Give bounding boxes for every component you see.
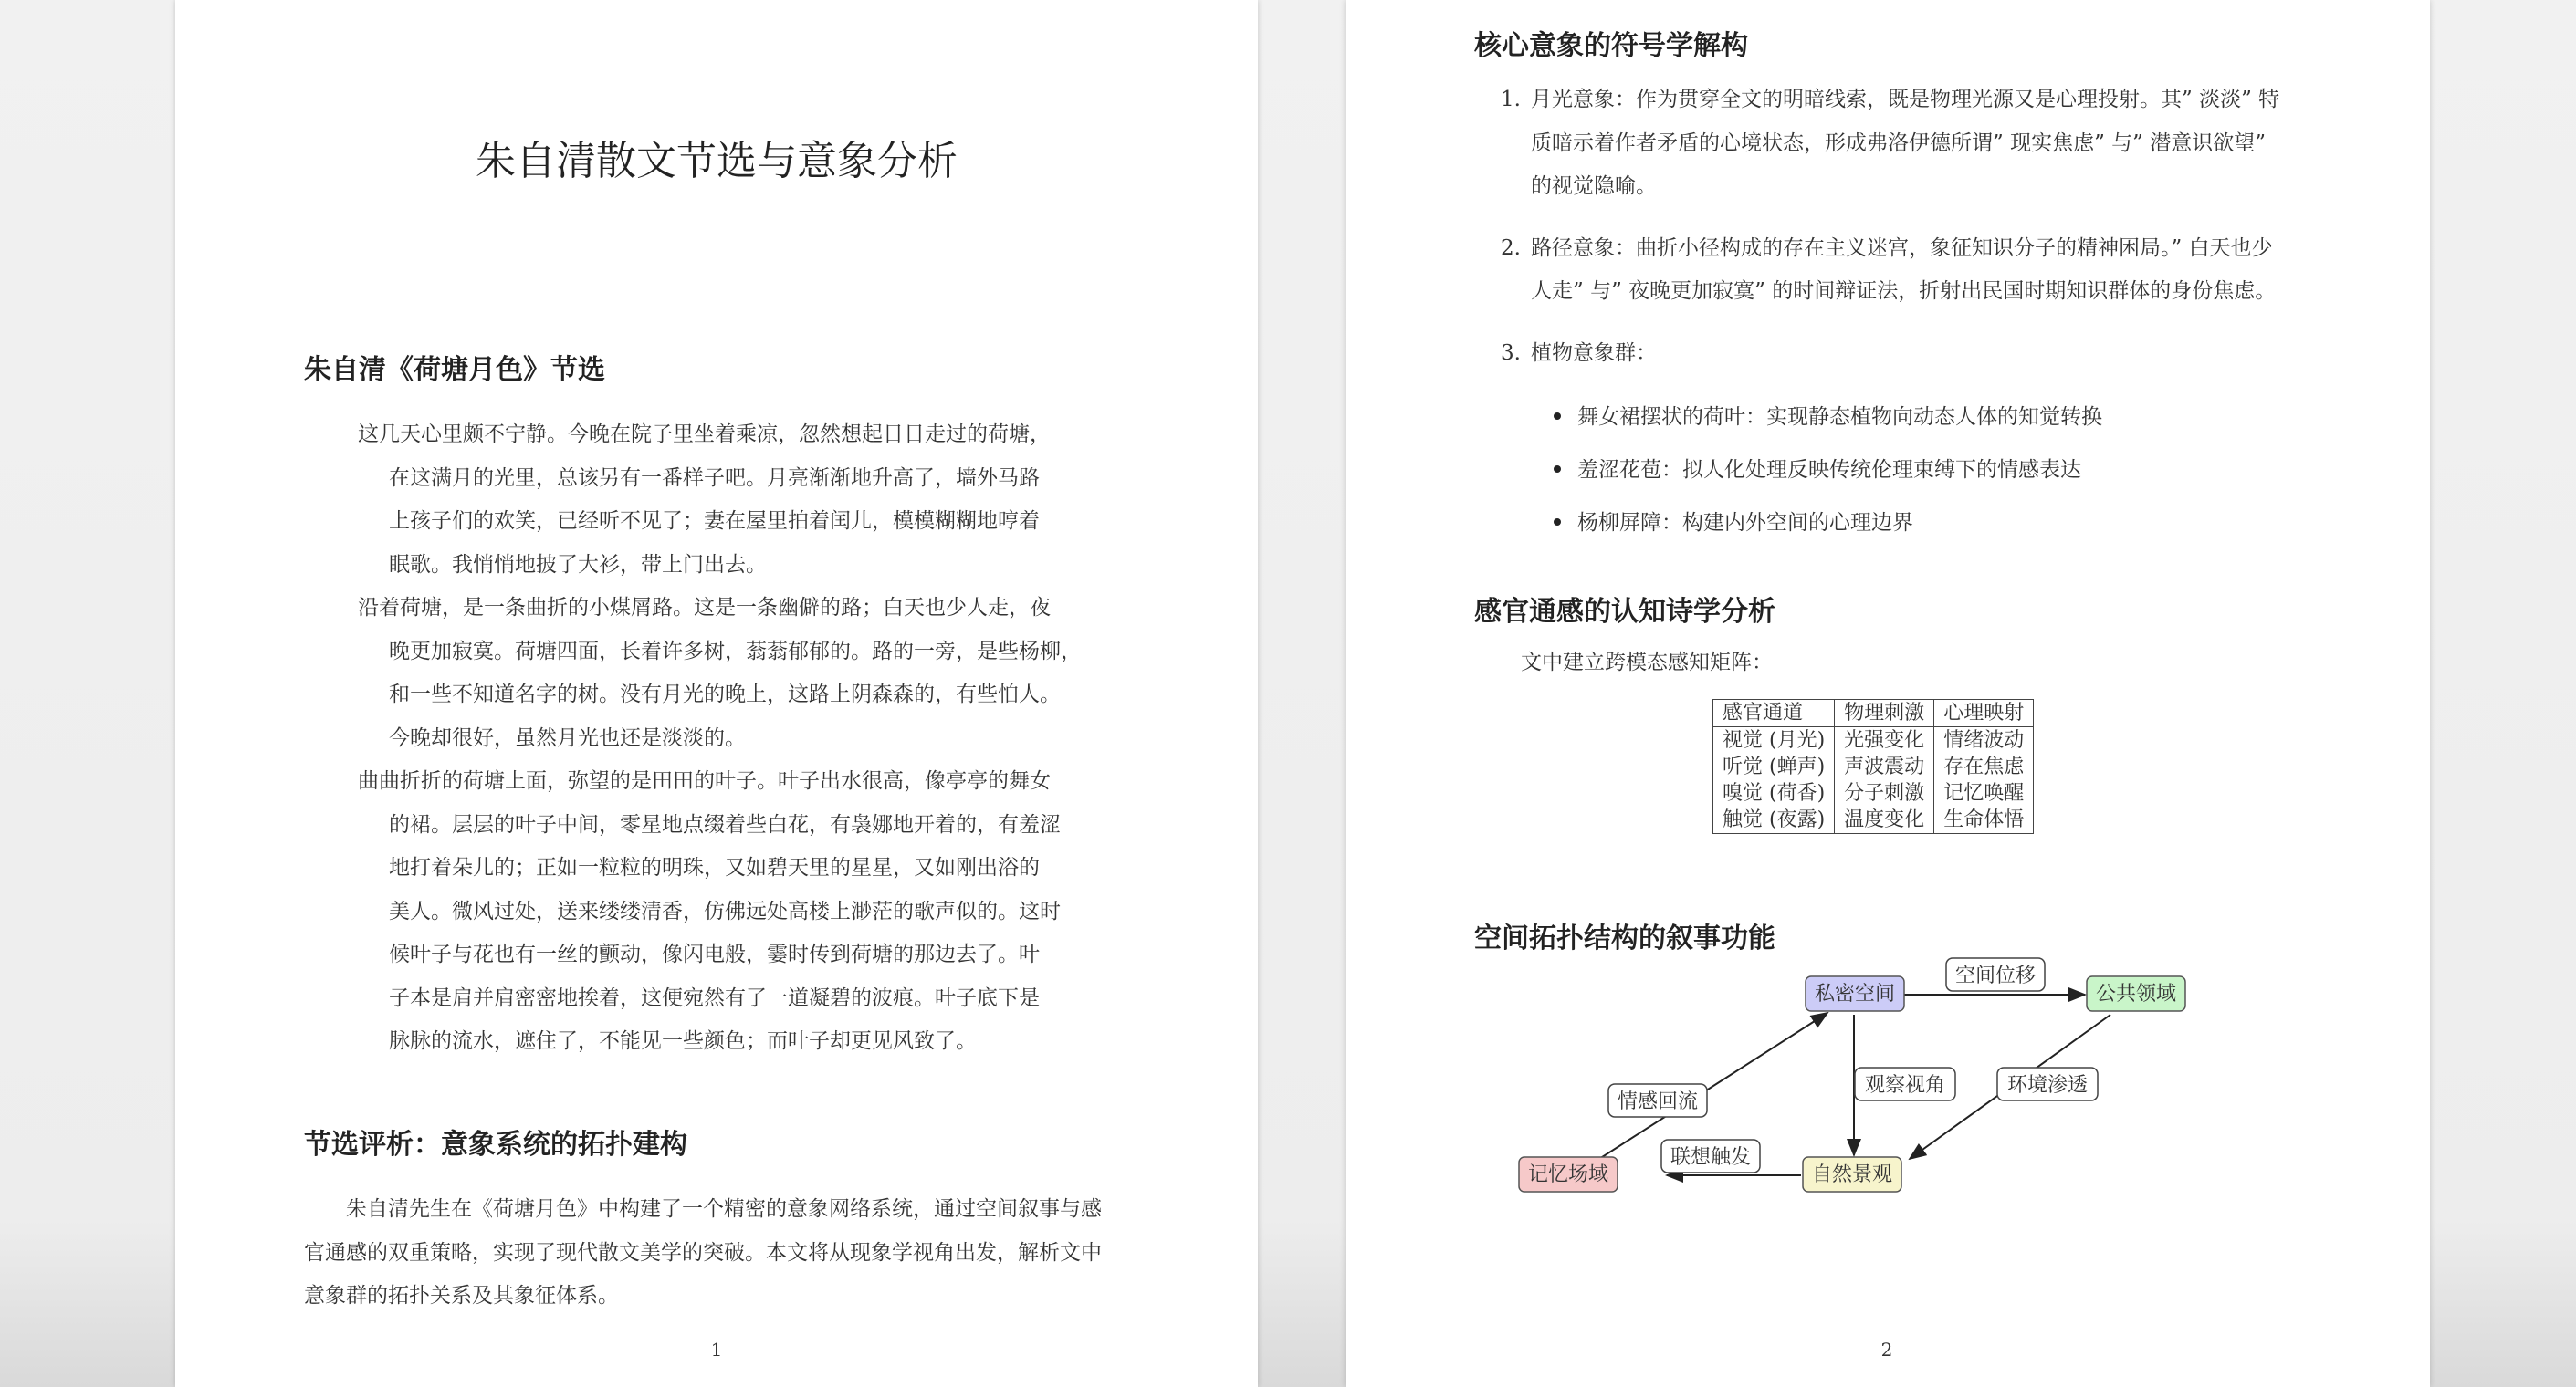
excerpt-line: 沿着荷塘，是一条曲折的小煤屑路。这是一条幽僻的路；白天也少人走，夜 [358, 596, 1051, 620]
table-row [1713, 727, 2034, 755]
list-item-3 [1501, 332, 2304, 376]
excerpt-paragraph-2 [358, 587, 1234, 760]
table-row [1713, 754, 2034, 780]
table-header-row [1713, 700, 2034, 727]
section-heading-analysis: 节选评析：意象系统的拓扑建构 [304, 1129, 687, 1161]
table-header: 物理刺激 [1835, 700, 1934, 727]
numbered-list [1501, 78, 2304, 375]
table-header: 心理映射 [1934, 700, 2034, 727]
list-line: 人走” 与” 夜晚更加寂寞” 的时间辩证法，折射出民国时期知识群体的身份焦虑。 [1531, 279, 2277, 303]
edge-label-text: 环境渗透 [2006, 1074, 2089, 1097]
list-number: 2. [1501, 235, 1521, 260]
bullet-text: 舞女裙摆状的荷叶：实现静态植物向动态人体的知觉转换 [1577, 405, 2102, 429]
edge-label-text: 空间位移 [1954, 965, 2037, 987]
node-private-space [1806, 976, 1904, 1011]
bullet-text: 杨柳屏障：构建内外空间的心理边界 [1577, 511, 1913, 535]
edge-label-text: 观察视角 [1864, 1074, 1946, 1097]
node-label: 记忆场域 [1527, 1163, 1609, 1186]
table-cell: 记忆唤醒 [1934, 780, 2034, 807]
table-cell: 听觉 (蝉声) [1713, 754, 1835, 780]
node-label: 私密空间 [1814, 983, 1896, 1006]
analysis-paragraph [304, 1188, 1226, 1319]
excerpt-line: 曲曲折折的荷塘上面，弥望的是田田的叶子。叶子出水很高，像亭亭的舞女 [358, 769, 1051, 793]
excerpt-line: 眠歌。我悄悄地披了大衫，带上门出去。 [389, 552, 767, 577]
excerpt-line: 脉脉的流水，遮住了，不能见一些颜色；而叶子却更见风致了。 [389, 1029, 977, 1053]
node-label: 公共领域 [2095, 983, 2177, 1006]
excerpt-block [358, 413, 1234, 1064]
table-cell: 嗅觉 (荷香) [1713, 780, 1835, 807]
list-item-2 [1501, 227, 2304, 314]
bullet-list [1554, 391, 2330, 549]
edge-label-text: 联想触发 [1670, 1146, 1752, 1169]
list-number: 3. [1501, 340, 1521, 365]
section-heading-semiotics: 核心意象的符号学解构 [1474, 30, 1748, 62]
list-line: 路径意象：曲折小径构成的存在主义迷宫，象征知识分子的精神困局。” 白天也少 [1531, 235, 2273, 260]
excerpt-line: 的裙。层层的叶子中间，零星地点缀着些白花，有袅娜地开着的，有羞涩 [389, 812, 1061, 837]
page-number: 1 [710, 1339, 723, 1361]
space-topology-diagram [1346, 940, 2430, 1223]
list-line: 的视觉隐喻。 [1531, 174, 1657, 198]
analysis-line: 意象群的拓扑关系及其象征体系。 [304, 1284, 619, 1308]
document-title: 朱自清散文节选与意象分析 [476, 138, 958, 184]
perception-matrix-table [1712, 699, 2034, 834]
table-cell: 光强变化 [1835, 727, 1934, 755]
table-cell: 情绪波动 [1934, 727, 2034, 755]
analysis-line: 朱自清先生在《荷塘月色》中构建了一个精密的意象网络系统，通过空间叙事与感 [346, 1197, 1102, 1221]
bullet-dot-icon [1554, 518, 1561, 526]
node-natural-landscape [1803, 1157, 1901, 1192]
bullet-text: 羞涩花苞：拟人化处理反映传统伦理束缚下的情感表达 [1577, 458, 2081, 482]
page-number: 2 [1880, 1339, 1893, 1361]
table-row [1713, 780, 2034, 807]
excerpt-line: 候叶子与花也有一丝的颤动，像闪电般，霎时传到荷塘的那边去了。叶 [389, 943, 1040, 966]
table-header: 感官通道 [1713, 700, 1835, 727]
table-cell: 存在焦虑 [1934, 754, 2034, 780]
page-1 [175, 0, 1258, 1387]
bullet-item [1554, 496, 2330, 549]
page-2 [1346, 0, 2430, 1387]
section-heading-synesthesia: 感官通感的认知诗学分析 [1474, 596, 1775, 628]
analysis-line: 官通感的双重策略，实现了现代散文美学的突破。本文将从现象学视角出发，解析文中 [304, 1240, 1102, 1265]
list-line: 月光意象：作为贯穿全文的明暗线索，既是物理光源又是心理投射。其” 淡淡” 特 [1531, 88, 2280, 111]
section-heading-topology: 空间拓扑结构的叙事功能 [1474, 923, 1775, 954]
edge-label-displacement [1946, 958, 2045, 991]
edge-label-emotion [1608, 1084, 1707, 1117]
excerpt-line: 这几天心里颇不宁静。今晚在院子里坐着乘凉，忽然想起日日走过的荷塘， [358, 422, 1051, 446]
table-cell: 视觉 (月光) [1713, 727, 1835, 755]
bullet-item [1554, 391, 2330, 443]
node-label: 自然景观 [1811, 1163, 1893, 1186]
excerpt-line: 和一些不知道名字的树。没有月光的晚上，这路上阴森森的，有些怕人。 [389, 683, 1061, 706]
edge-label-observe [1855, 1068, 1955, 1100]
excerpt-paragraph-1 [358, 413, 1234, 587]
matrix-intro: 文中建立跨模态感知矩阵： [1521, 651, 1773, 674]
node-public-domain [2087, 976, 2185, 1011]
section-heading-excerpt: 朱自清《荷塘月色》节选 [304, 354, 605, 386]
table-cell: 分子刺激 [1835, 780, 1934, 807]
edge-label-permeate [1997, 1068, 2098, 1100]
excerpt-line: 地打着朵儿的；正如一粒粒的明珠，又如碧天里的星星，又如刚出浴的 [389, 856, 1040, 880]
table-cell: 生命体悟 [1934, 807, 2034, 834]
edge-label-association [1661, 1140, 1760, 1173]
table-cell: 触觉 (夜露) [1713, 807, 1835, 834]
excerpt-line: 在这满月的光里，总该另有一番样子吧。月亮渐渐地升高了，墙外马路 [389, 465, 1040, 490]
list-item-1 [1501, 78, 2304, 209]
list-number: 1. [1501, 88, 1521, 111]
excerpt-line: 今晚却很好，虽然月光也还是淡淡的。 [389, 725, 746, 750]
table-row [1713, 807, 2034, 834]
bullet-item [1554, 443, 2330, 496]
excerpt-line: 上孩子们的欢笑，已经听不见了；妻在屋里拍着闰儿，模模糊糊地哼着 [389, 509, 1040, 533]
table-cell: 声波震动 [1835, 754, 1934, 780]
list-line: 植物意象群： [1531, 340, 1657, 365]
table-cell: 温度变化 [1835, 807, 1934, 834]
list-line: 质暗示着作者矛盾的心境状态，形成弗洛伊德所谓” 现实焦虑” 与” 潜意识欲望” [1531, 130, 2266, 155]
excerpt-line: 晚更加寂寞。荷塘四面，长着许多树，蓊蓊郁郁的。路的一旁，是些杨柳， [389, 639, 1082, 663]
excerpt-line: 美人。微风过处，送来缕缕清香，仿佛远处高楼上渺茫的歌声似的。这时 [389, 899, 1061, 923]
edge-label-text: 情感回流 [1617, 1090, 1699, 1113]
excerpt-paragraph-3 [358, 760, 1234, 1064]
bullet-dot-icon [1554, 465, 1561, 473]
bullet-dot-icon [1554, 412, 1561, 420]
excerpt-line: 子本是肩并肩密密地挨着，这便宛然有了一道凝碧的波痕。叶子底下是 [389, 986, 1040, 1010]
node-memory-field [1519, 1157, 1618, 1192]
